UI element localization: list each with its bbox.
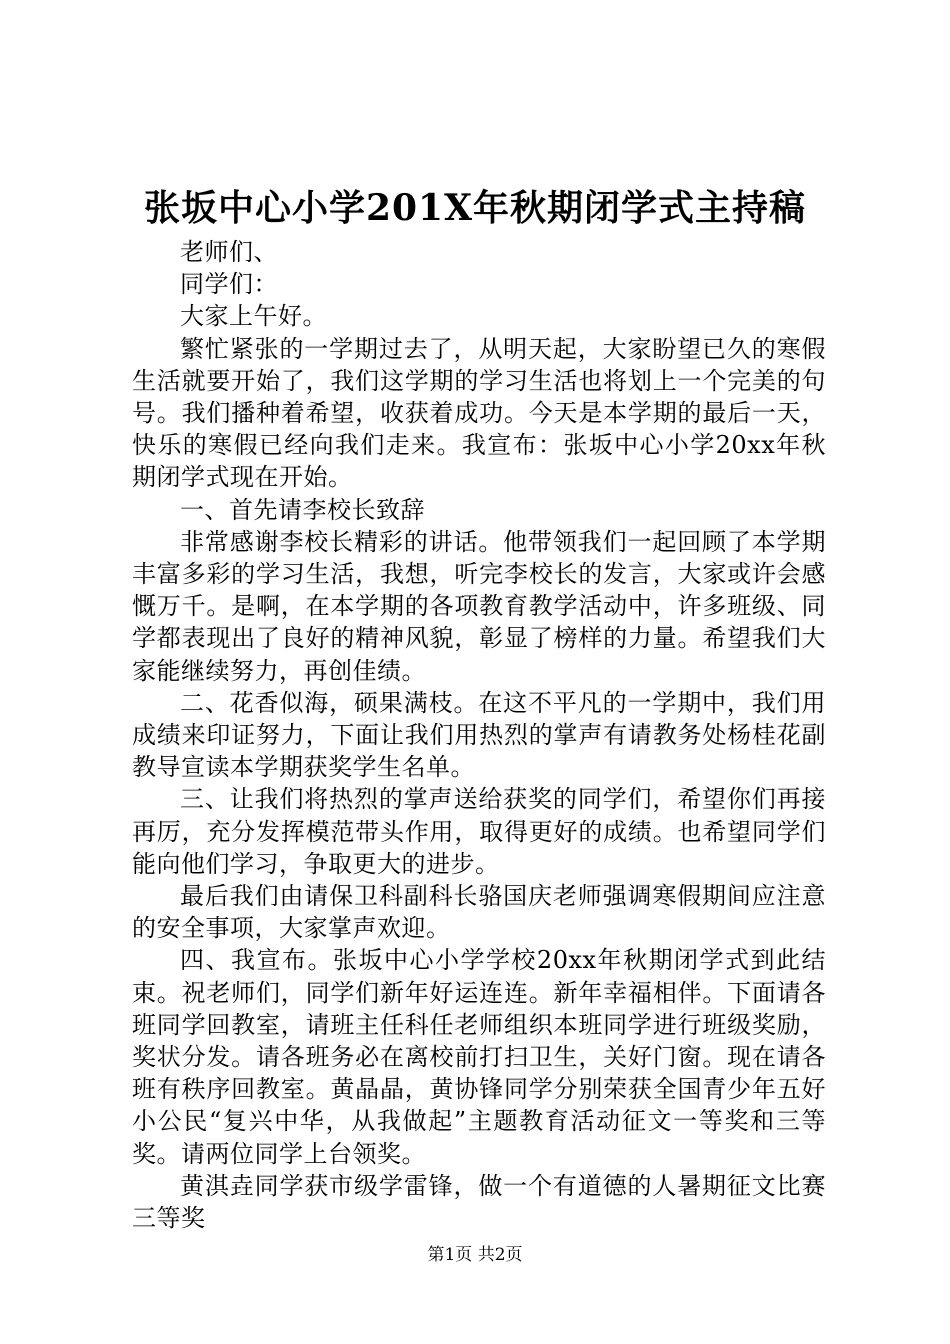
section-four-paragraph: 四、我宣布。张坂中心小学学校20xx年秋期闭学式到此结束。祝老师们，同学们新年好运连连。新年幸福相伴。下面请各班同学回教室，请班主任科任老师组织本班同学进行班级奖励，奖状分发。请各班务必在离校前打扫卫生，关好门窗。现在请各班有秩序回教室。黄晶晶，黄协锋同学分别荣获全国青少年五好小公民“复兴中华，从我做起”主题教育活动征文一等奖和三等奖。请两位同学上台领奖。 (132, 946, 826, 1168)
safety-paragraph: 最后我们由请保卫科副科长骆国庆老师强调寒假期间应注意的安全事项，大家掌声欢迎。 (132, 882, 826, 943)
document-title: 张坂中心小学201X年秋期闭学式主持稿 (143, 187, 807, 229)
document-body (132, 236, 826, 1234)
principal-thanks-paragraph: 非常感谢李校长精彩的讲话。他带领我们一起回顾了本学期丰富多彩的学习生活，我想，听完李校长的发言，大家或许会感慨万千。是啊，在本学期的各项教育教学活动中，许多班级、同学都表现出了良好的精神风貌，彰显了榜样的力量。希望我们大家能继续努力，再创佳绩。 (132, 527, 826, 685)
section-three-paragraph: 三、让我们将热烈的掌声送给获奖的同学们，希望你们再接再厉，充分发挥模范带头作用，取得更好的成绩。也希望同学们能向他们学习，争取更大的进步。 (132, 785, 826, 878)
salutation-teachers: 老师们、 (180, 238, 278, 266)
section-one-heading: 一、首先请李校长致辞 (180, 495, 425, 524)
section-two-paragraph: 二、花香似海，硕果满枝。在这不平凡的一学期中，我们用成绩来印证努力，下面让我们用热烈的掌声有请教务处杨桂花副教导宣读本学期获奖学生名单。 (132, 688, 826, 782)
salutation-students: 同学们： (180, 270, 278, 299)
page-number-footer: 第1页 共2页 (427, 1245, 523, 1265)
award-paragraph: 黄淇垚同学获市级学雷锋，做一个有道德的人暑期征文比赛三等奖 (132, 1171, 826, 1233)
opening-paragraph: 繁忙紧张的一学期过去了，从明天起，大家盼望已久的寒假生活就要开始了，我们这学期的学习生活也将划上一个完美的句号。我们播种着希望，收获着成功。今天是本学期的最后一天，快乐的寒假已经向我们走来。我宣布：张坂中心小学20xx年秋期闭学式现在开始。 (132, 334, 826, 492)
greeting: 大家上午好。 (180, 302, 327, 331)
